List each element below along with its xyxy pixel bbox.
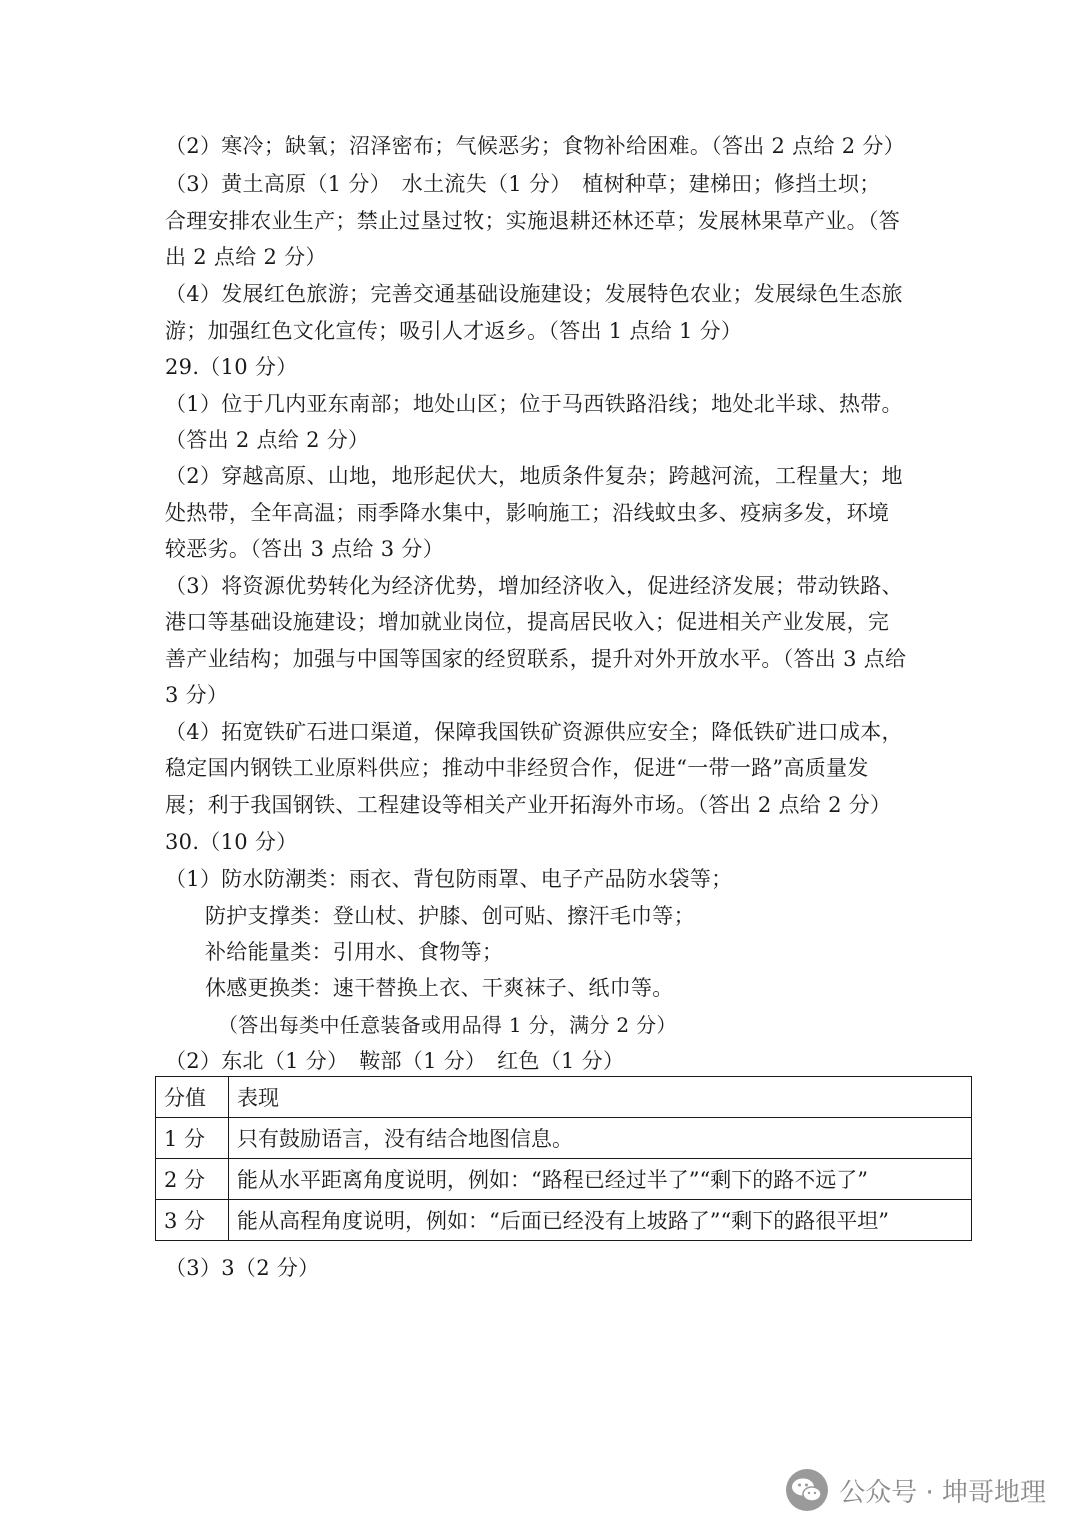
description-cell: 能从水平距离角度说明，例如：“路程已经过半了”“剩下的路不远了” <box>229 1159 972 1200</box>
table-row <box>156 1159 972 1200</box>
answer-line: （1）位于几内亚东南部；地处山区；位于马西铁路沿线；地处北半球、热带。 <box>165 392 903 416</box>
answer-line: 补给能量类：引用水、食物等； <box>205 940 504 964</box>
watermark <box>785 1468 1046 1512</box>
table-header-cell: 分值 <box>156 1077 229 1118</box>
wechat-icon <box>785 1468 829 1512</box>
answer-line: （2）寒冷；缺氧；沼泽密布；气候恶劣；食物补给困难。（答出 2 点给 2 分） <box>165 134 905 158</box>
answer-line: 展；利于我国钢铁、工程建设等相关产业开拓海外市场。（答出 2 点给 2 分） <box>165 793 892 817</box>
answer-line: （答出 2 点给 2 分） <box>165 428 370 452</box>
answer-line: 防护支撑类：登山杖、护膝、创可贴、擦汗毛巾等； <box>205 904 695 928</box>
description-cell: 只有鼓励语言，没有结合地图信息。 <box>229 1118 972 1159</box>
table-row <box>156 1118 972 1159</box>
table-header-cell: 表现 <box>229 1077 972 1118</box>
answer-line: （2）穿越高原、山地，地形起伏大，地质条件复杂；跨越河流，工程量大；地 <box>165 464 903 488</box>
question-number: 29.（10 分） <box>165 355 298 379</box>
scoring-table <box>155 1076 972 1241</box>
answer-line: 善产业结构；加强与中国等国家的经贸联系，提升对外开放水平。（答出 3 点给 <box>165 647 907 671</box>
answer-line: 游；加强红色文化宣传；吸引人才返乡。（答出 1 点给 1 分） <box>165 319 743 343</box>
answer-line: （4）发展红色旅游；完善交通基础设施建设；发展特色农业；发展绿色生态旅 <box>165 282 903 306</box>
description-cell: 能从高程角度说明，例如：“后面已经没有上坡路了”“剩下的路很平坦” <box>229 1200 972 1241</box>
answer-line: 处热带，全年高温；雨季降水集中，影响施工；沿线蚊虫多、疫病多发，环境 <box>165 501 890 525</box>
question-number: 30.（10 分） <box>165 830 298 854</box>
answer-line: 出 2 点给 2 分） <box>165 245 327 269</box>
score-cell: 2 分 <box>156 1159 229 1200</box>
table-header-row <box>156 1077 972 1118</box>
answer-line: （2）东北（1 分） 鞍部（1 分） 红色（1 分） <box>165 1049 625 1073</box>
answer-line: （3）黄土高原（1 分） 水土流失（1 分） 植树种草；建梯田；修挡土坝； <box>165 172 881 196</box>
score-cell: 3 分 <box>156 1200 229 1241</box>
watermark-text: 公众号 · 坤哥地理 <box>839 1477 1046 1508</box>
answer-line: 港口等基础设施建设；增加就业岗位，提高居民收入；促进相关产业发展，完 <box>165 610 890 634</box>
answer-line: （4）拓宽铁矿石进口渠道，保障我国铁矿资源供应安全；降低铁矿进口成本， <box>165 720 903 744</box>
answer-line: （3）将资源优势转化为经济优势，增加经济收入，促进经济发展；带动铁路、 <box>165 574 903 598</box>
score-cell: 1 分 <box>156 1118 229 1159</box>
answer-line: （1）防水防潮类：雨衣、背包防雨罩、电子产品防水袋等； <box>165 867 733 891</box>
answer-line: 稳定国内钢铁工业原料供应；推动中非经贸合作，促进“一带一路”高质量发 <box>165 756 869 780</box>
answer-line: 休感更换类：速干替换上衣、干爽袜子、纸巾等。 <box>205 976 674 1000</box>
answer-line: 3 分） <box>165 683 229 707</box>
table-row <box>156 1200 972 1241</box>
scoring-note: （答出每类中任意装备或用品得 1 分，满分 2 分） <box>218 1013 677 1037</box>
answer-line: （3）3（2 分） <box>165 1256 320 1280</box>
answer-line: 较恶劣。（答出 3 点给 3 分） <box>165 537 445 561</box>
answer-line: 合理安排农业生产；禁止过垦过牧；实施退耕还林还草；发展林果草产业。（答 <box>165 209 900 233</box>
